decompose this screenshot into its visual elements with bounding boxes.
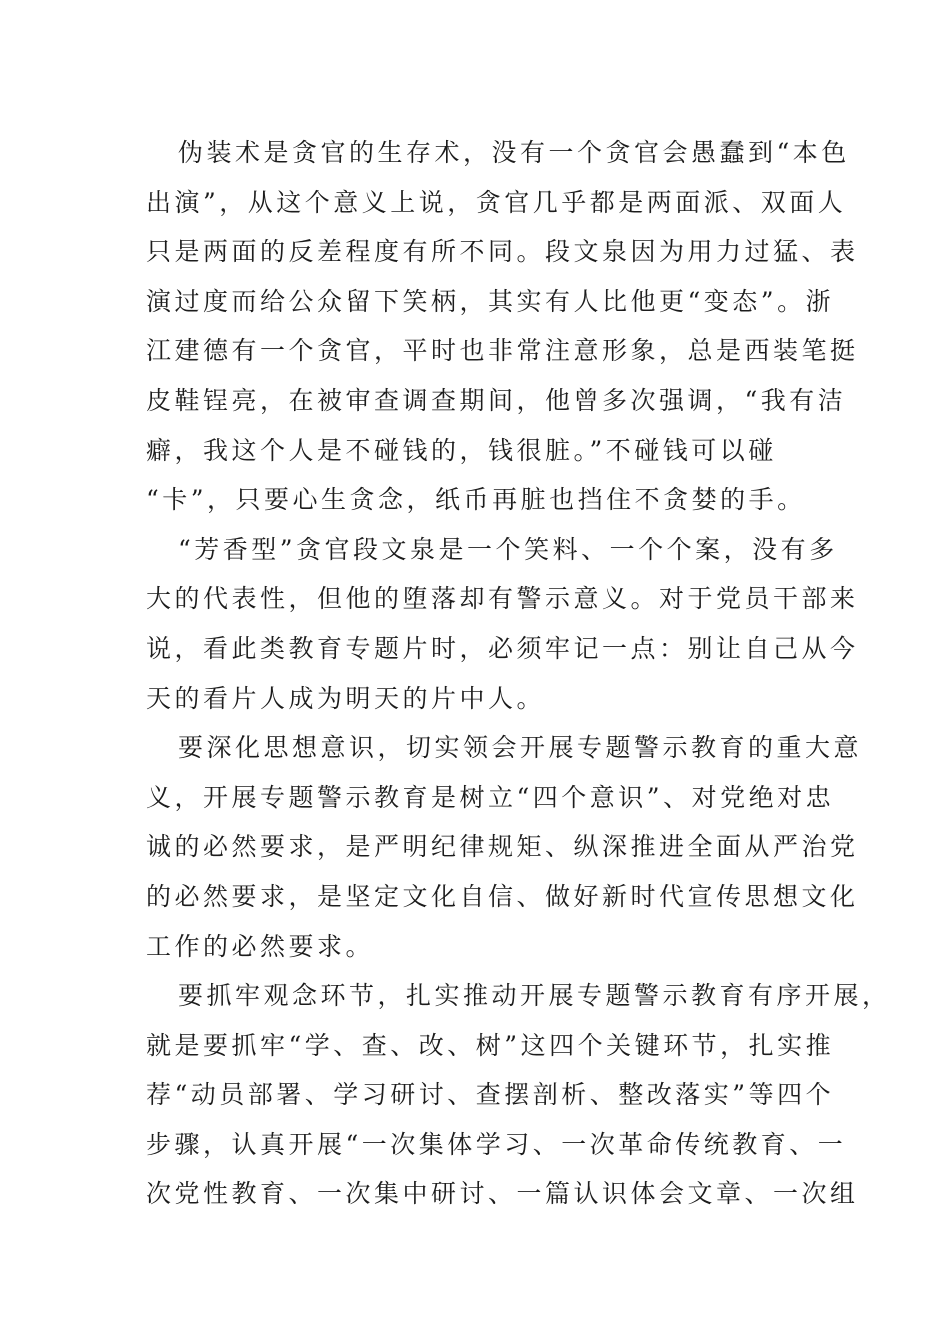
text-line: 伪装术是贪官的生存术，没有一个贪官会愚蠢到“本色 (178, 138, 850, 167)
text-line: 演过度而给公众留下笑柄，其实有人比他更“变态”。浙 (146, 286, 835, 316)
text-line: 江建德有一个贪官，平时也非常注意形象，总是西装笔挺 (146, 336, 859, 366)
text-line: 步骤，认真开展“一次集体学习、一次革命传统教育、一 (146, 1129, 847, 1159)
text-line: 要抓牢观念环节，扎实推动开展专题警示教育有序开展， (178, 981, 891, 1011)
text-line: 要深化思想意识，切实领会开展专题警示教育的重大意 (178, 733, 863, 763)
text-line: 就是要抓牢“学、查、改、树”这四个关键环节，扎实推 (146, 1030, 835, 1060)
text-line: “卡”，只要心生贪念，纸币再脏也挡住不贪婪的手。 (146, 485, 806, 515)
text-line: 次党性教育、一次集中研讨、一篇认识体会文章、一次组 (146, 1179, 859, 1209)
text-line: 的必然要求，是坚定文化自信、做好新时代宣传思想文化 (146, 881, 859, 911)
text-line: 诚的必然要求，是严明纪律规矩、纵深推进全面从严治党 (146, 832, 859, 862)
text-line: 大的代表性，但他的堕落却有警示意义。对于党员干部来 (146, 584, 859, 614)
text-line: 癖，我这个人是不碰钱的，钱很脏。”不碰钱可以碰 (146, 435, 777, 465)
text-line: 说，看此类教育专题片时，必须牢记一点：别让自己从今 (146, 633, 859, 663)
text-line: “芳香型”贪官段文泉是一个笑料、一个个案，没有多 (178, 534, 838, 564)
text-line: 荐“动员部署、学习研讨、查摆剖析、整改落实”等四个 (146, 1080, 835, 1110)
text-line: 皮鞋锃亮，在被审查调查期间，他曾多次强调，“我有洁 (146, 385, 847, 415)
text-line: 工作的必然要求。 (146, 931, 375, 961)
text-line: 天的看片人成为明天的片中人。 (146, 683, 546, 713)
text-line: 只是两面的反差程度有所不同。段文泉因为用力过猛、表 (146, 237, 859, 267)
document-body (146, 128, 891, 1219)
text-line: 义，开展专题警示教育是树立“四个意识”、对党绝对忠 (146, 782, 835, 812)
text-line: 出演”，从这个意义上说，贪官几乎都是两面派、双面人 (146, 187, 847, 217)
